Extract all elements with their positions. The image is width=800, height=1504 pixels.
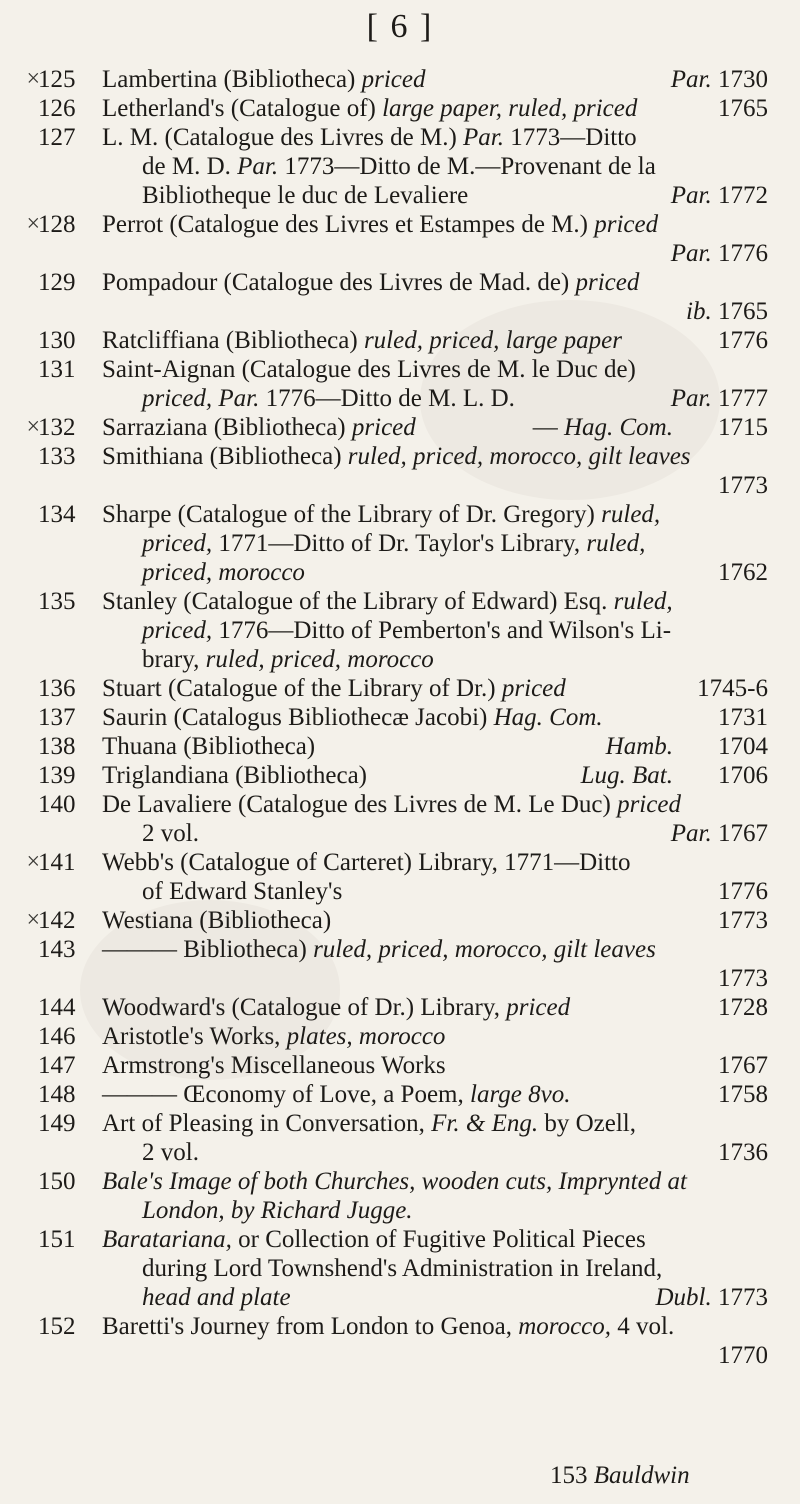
- catalogue-entry: [38, 1167, 768, 1225]
- page-number: [ 6 ]: [366, 8, 434, 45]
- entry-number: 129: [38, 269, 76, 296]
- catalogue-entry: [25, 210, 768, 268]
- entry-line: [38, 1051, 768, 1080]
- entry-line: [38, 993, 768, 1022]
- catalogue-entry: [38, 1022, 768, 1051]
- entry-line: [38, 1341, 768, 1370]
- entry-number: 130: [38, 327, 76, 354]
- entry-date: 1776: [718, 878, 768, 905]
- entry-text: Pompadour (Catalogue des Livres de Mad. de) priced: [102, 269, 640, 296]
- entry-date: 1776: [718, 327, 768, 354]
- entry-line: [38, 761, 768, 790]
- entry-line: [38, 1196, 768, 1225]
- entry-date: 1706: [718, 762, 768, 789]
- entry-text: Webb's (Catalogue of Carteret) Library, 1771—Ditto: [102, 849, 631, 876]
- entry-text: Westiana (Bibliotheca): [102, 907, 332, 934]
- entry-text: L. M. (Catalogue des Livres de M.) Par. 1773—Ditto: [102, 124, 637, 151]
- entry-line: [38, 529, 768, 558]
- entry-date: Par. 1772: [670, 182, 768, 209]
- entry-line: [25, 413, 768, 442]
- entry-date: 1773: [718, 472, 768, 499]
- entry-line: [38, 1283, 768, 1312]
- catalogue-entry: [38, 1109, 768, 1167]
- entry-number: 142: [38, 907, 76, 934]
- entry-line: [38, 935, 768, 964]
- entry-place: Hamb.: [605, 733, 673, 760]
- entry-line: [38, 471, 768, 500]
- entry-line: [38, 732, 768, 761]
- catalogue-entry: [38, 935, 768, 993]
- entry-number: 141: [38, 849, 76, 876]
- entry-line: [38, 1138, 768, 1167]
- entry-text: Baratariana, or Collection of Fugitive Political Pieces: [102, 1226, 646, 1253]
- entry-text: 2 vol.: [142, 820, 199, 847]
- catalogue-entries: [25, 65, 768, 1370]
- entry-text: priced, 1776—Ditto of Pemberton's and Wilson's Li-: [142, 617, 672, 644]
- entry-line: [38, 616, 768, 645]
- entry-line: [38, 239, 768, 268]
- entry-text: 2 vol.: [142, 1139, 199, 1166]
- entry-number: 146: [38, 1023, 76, 1050]
- entry-place: — Hag. Com.: [532, 414, 673, 441]
- entry-number: 152: [38, 1313, 76, 1340]
- entry-line: [38, 1312, 768, 1341]
- entry-line: [38, 500, 768, 529]
- entry-date: 1770: [718, 1342, 768, 1369]
- entry-line: [38, 1167, 768, 1196]
- catalogue-entry: [38, 790, 768, 848]
- entry-text: priced, morocco: [142, 559, 305, 586]
- entry-number: 133: [38, 443, 76, 470]
- catchword: 153 Bauldwin: [550, 1462, 690, 1489]
- entry-number: 127: [38, 124, 76, 151]
- entry-number: 125: [38, 66, 76, 93]
- entry-number: 144: [38, 994, 76, 1021]
- entry-number: 134: [38, 501, 76, 528]
- entry-line: [25, 65, 768, 94]
- entry-number: 147: [38, 1052, 76, 1079]
- entry-number: 149: [38, 1110, 76, 1137]
- entry-number: 150: [38, 1168, 76, 1195]
- entry-text: Bale's Image of both Churches, wooden cuts, Imprynted at: [102, 1168, 687, 1195]
- entry-number: 131: [38, 356, 76, 383]
- entry-line: [38, 1022, 768, 1051]
- entry-text: head and plate: [142, 1284, 291, 1311]
- catalogue-entry: [38, 500, 768, 587]
- entry-text: Baretti's Journey from London to Genoa, morocco, 4 vol.: [102, 1313, 675, 1340]
- entry-text: Smithiana (Bibliotheca) ruled, priced, morocco, gilt leaves: [102, 443, 691, 470]
- catalogue-entry: [25, 65, 768, 94]
- entry-line: [38, 123, 768, 152]
- entry-text: ——— Œconomy of Love, a Poem, large 8vo.: [102, 1081, 571, 1108]
- entry-number: 138: [38, 733, 76, 760]
- entry-text: Armstrong's Miscellaneous Works: [102, 1052, 446, 1079]
- entry-number: 135: [38, 588, 76, 615]
- entry-date: 1745-6: [697, 675, 768, 702]
- catalogue-entry: [38, 1080, 768, 1109]
- catalogue-entry: [38, 326, 768, 355]
- entry-text: Aristotle's Works, plates, morocco: [102, 1023, 446, 1050]
- entry-line: [38, 645, 768, 674]
- entry-date: 1758: [718, 1081, 768, 1108]
- catalogue-entry: [38, 761, 768, 790]
- entry-line: [38, 1080, 768, 1109]
- entry-text: Lambertina (Bibliotheca) priced: [102, 66, 426, 93]
- entry-line: [38, 384, 768, 413]
- entry-line: [38, 152, 768, 181]
- catalogue-entry: [38, 703, 768, 732]
- entry-line: [38, 1109, 768, 1138]
- entry-text: Woodward's (Catalogue of Dr.) Library, priced: [102, 994, 571, 1021]
- entry-line: [38, 790, 768, 819]
- entry-date: Dubl. 1773: [655, 1284, 768, 1311]
- entry-number: 148: [38, 1081, 76, 1108]
- entry-line: [38, 703, 768, 732]
- entry-date: 1765: [718, 95, 768, 122]
- entry-text: Saint-Aignan (Catalogue des Livres de M. le Duc de): [102, 356, 636, 383]
- entry-date: ib. 1765: [686, 298, 768, 325]
- entry-line: [38, 326, 768, 355]
- entry-text: ——— Bibliotheca) ruled, priced, morocco, gilt leaves: [102, 936, 656, 963]
- entry-line: [38, 964, 768, 993]
- entry-date: 1736: [718, 1139, 768, 1166]
- entry-text: Bibliotheque le duc de Levaliere: [142, 182, 469, 209]
- entry-text: brary, ruled, priced, morocco: [142, 646, 434, 673]
- entry-line: [25, 210, 768, 239]
- entry-line: [38, 587, 768, 616]
- margin-mark: ×: [25, 907, 42, 933]
- entry-text: Ratcliffiana (Bibliotheca) ruled, priced, large paper: [102, 327, 623, 354]
- margin-mark: ×: [25, 414, 42, 440]
- entry-text: during Lord Townshend's Administration in Ireland,: [142, 1255, 663, 1282]
- catalogue-entry: [38, 1312, 768, 1370]
- entry-text: Thuana (Bibliotheca): [102, 733, 316, 760]
- margin-mark: ×: [25, 849, 42, 875]
- entry-number: 132: [38, 414, 76, 441]
- catalogue-entry: [25, 906, 768, 935]
- entry-text: Letherland's (Catalogue of) large paper, ruled, priced: [102, 95, 638, 122]
- entry-date: 1773: [718, 965, 768, 992]
- entry-line: [38, 355, 768, 384]
- entry-line: [38, 558, 768, 587]
- entry-text: De Lavaliere (Catalogue des Livres de M. Le Duc) priced: [102, 791, 681, 818]
- catalogue-entry: [25, 848, 768, 906]
- entry-text: Perrot (Catalogue des Livres et Estampes de M.) priced: [102, 211, 659, 238]
- entry-text: priced, 1771—Ditto of Dr. Taylor's Library, ruled,: [142, 530, 646, 557]
- entry-line: [38, 94, 768, 123]
- entry-line: [38, 181, 768, 210]
- entry-date: 1762: [718, 559, 768, 586]
- entry-number: 128: [38, 211, 76, 238]
- catalogue-entry: [38, 442, 768, 500]
- catalogue-entry: [38, 674, 768, 703]
- entry-text: London, by Richard Jugge.: [142, 1197, 413, 1224]
- margin-mark: ×: [25, 66, 42, 92]
- catalogue-entry: [38, 993, 768, 1022]
- catalogue-entry: [38, 1225, 768, 1312]
- catalogue-entry: [38, 268, 768, 326]
- entry-number: 139: [38, 762, 76, 789]
- entry-text: Saurin (Catalogus Bibliothecæ Jacobi) Hag. Com.: [102, 704, 603, 731]
- entry-date: 1773: [718, 907, 768, 934]
- entry-number: 143: [38, 936, 76, 963]
- entry-line: [38, 819, 768, 848]
- catalogue-entry: [38, 355, 768, 413]
- entry-place: Lug. Bat.: [580, 762, 673, 789]
- entry-date: Par. 1777: [670, 385, 768, 412]
- entry-line: [25, 906, 768, 935]
- entry-text: Stuart (Catalogue of the Library of Dr.) priced: [102, 675, 566, 702]
- entry-date: Par. 1776: [670, 240, 768, 267]
- entry-text: de M. D. Par. 1773—Ditto de M.—Provenant de la: [142, 153, 656, 180]
- entry-text: Art of Pleasing in Conversation, Fr. & Eng. by Ozell,: [102, 1110, 636, 1137]
- entry-text: Sharpe (Catalogue of the Library of Dr. Gregory) ruled,: [102, 501, 661, 528]
- entry-text: priced, Par. 1776—Ditto de M. L. D.: [142, 385, 515, 412]
- entry-line: [38, 297, 768, 326]
- entry-date: Par. 1767: [670, 820, 768, 847]
- entry-date: 1704: [718, 733, 768, 760]
- catalogue-entry: [38, 732, 768, 761]
- entry-line: [38, 674, 768, 703]
- entry-number: 137: [38, 704, 76, 731]
- catalogue-entry: [38, 123, 768, 210]
- entry-line: [38, 1225, 768, 1254]
- entry-number: 136: [38, 675, 76, 702]
- entry-line: [38, 877, 768, 906]
- entry-date: 1715: [718, 414, 768, 441]
- entry-text: Triglandiana (Bibliotheca): [102, 762, 367, 789]
- catalogue-entry: [38, 1051, 768, 1080]
- entry-line: [25, 848, 768, 877]
- entry-text: Stanley (Catalogue of the Library of Edward) Esq. ruled,: [102, 588, 673, 615]
- entry-line: [38, 268, 768, 297]
- catalogue-entry: [38, 94, 768, 123]
- margin-mark: ×: [25, 211, 42, 237]
- entry-line: [38, 1254, 768, 1283]
- entry-date: 1731: [718, 704, 768, 731]
- entry-date: 1767: [718, 1052, 768, 1079]
- entry-text: Sarraziana (Bibliotheca) priced: [102, 414, 416, 441]
- entry-number: 151: [38, 1226, 76, 1253]
- catalogue-entry: [25, 413, 768, 442]
- entry-line: [38, 442, 768, 471]
- entry-number: 140: [38, 791, 76, 818]
- catalogue-entry: [38, 587, 768, 674]
- entry-date: 1728: [718, 994, 768, 1021]
- entry-date: Par. 1730: [670, 66, 768, 93]
- entry-text: of Edward Stanley's: [142, 878, 343, 905]
- entry-number: 126: [38, 95, 76, 122]
